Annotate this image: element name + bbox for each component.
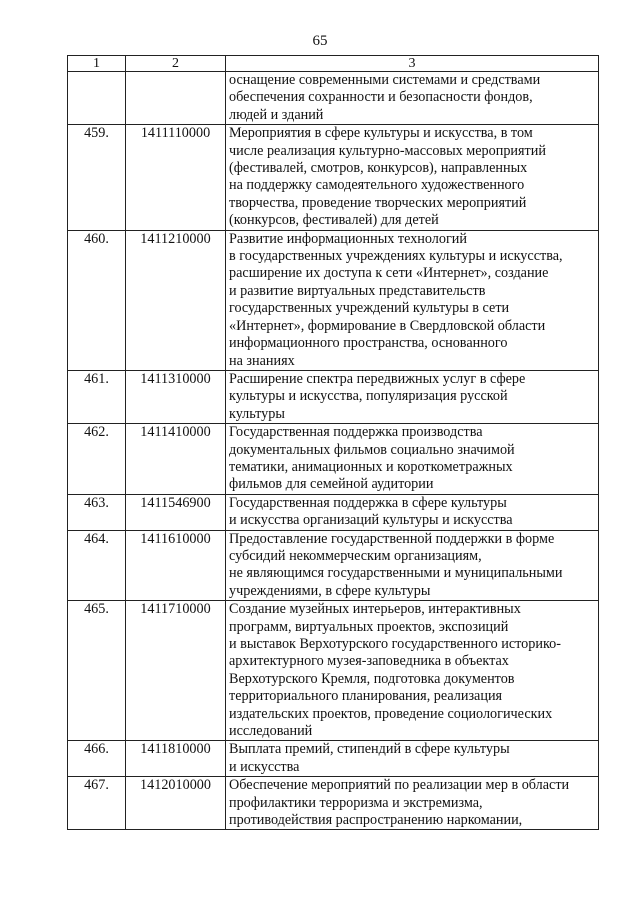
row-number: 462. [68,424,126,495]
row-number: 466. [68,741,126,777]
row-description: Развитие информационных технологий в государственных учреждениях культуры и искусства, расширение их доступа к сети «Интернет», создание и развитие виртуальных представительств государственных учреждений культуры в сети «Интернет», формирование в Свердловской области информационного пространства, основанного на знаниях [226,230,599,370]
row-number: 463. [68,494,126,530]
row-description: Предоставление государственной поддержки в форме субсидий некоммерческим организациям, не являющимся государственными и муниципальными учреждениями, в сфере культуры [226,530,599,601]
column-header-description: 3 [226,56,599,72]
row-code: 1411410000 [126,424,226,495]
row-description: Мероприятия в сфере культуры и искусства, в том числе реализация культурно-массовых мероприятий (фестивалей, смотров, конкурсов), направленных на поддержку самодеятельного художественного творчества, проведение творческих мероприятий (конкурсов, фестивалей) для детей [226,125,599,230]
table-row [68,601,599,741]
table-row [68,741,599,777]
row-code [126,72,226,125]
row-number: 460. [68,230,126,370]
table-row [68,370,599,423]
row-number: 461. [68,370,126,423]
table-row [68,530,599,601]
row-code: 1411210000 [126,230,226,370]
row-number: 465. [68,601,126,741]
row-code: 1412010000 [126,777,226,830]
row-description: Выплата премий, стипендий в сфере культуры и искусства [226,741,599,777]
row-code: 1411310000 [126,370,226,423]
row-description: Государственная поддержка в сфере культуры и искусства организаций культуры и искусства [226,494,599,530]
row-code: 1411710000 [126,601,226,741]
row-description: Расширение спектра передвижных услуг в сфере культуры и искусства, популяризация русской культуры [226,370,599,423]
page-number: 65 [312,33,328,49]
column-header-number: 1 [68,56,126,72]
table-row [68,494,599,530]
table-row [68,424,599,495]
row-code: 1411810000 [126,741,226,777]
row-description: Обеспечение мероприятий по реализации мер в области профилактики терроризма и экстремизма, противодействия распространению наркомании, [226,777,599,830]
row-description: Создание музейных интерьеров, интерактивных программ, виртуальных проектов, экспозиций и выставок Верхотурского государственного историко- архитектурного музея-заповедника в объектах Верхотурского Кремля, подготовка документов территориального планирования, реализация издательских проектов, проведение социологических исследований [226,601,599,741]
row-code: 1411610000 [126,530,226,601]
column-header-code: 2 [126,56,226,72]
row-description: оснащение современными системами и средствами обеспечения сохранности и безопасности фондов, людей и зданий [226,72,599,125]
row-number [68,72,126,125]
table-row [68,230,599,370]
row-number: 467. [68,777,126,830]
table-row [68,777,599,830]
row-number: 464. [68,530,126,601]
row-number: 459. [68,125,126,230]
budget-classification-table [67,55,599,830]
row-code: 1411110000 [126,125,226,230]
row-description: Государственная поддержка производства документальных фильмов социально значимой тематики, анимационных и короткометражных фильмов для семейной аудитории [226,424,599,495]
table-row [68,125,599,230]
table-row [68,72,599,125]
row-code: 1411546900 [126,494,226,530]
table-header-row [68,56,599,72]
